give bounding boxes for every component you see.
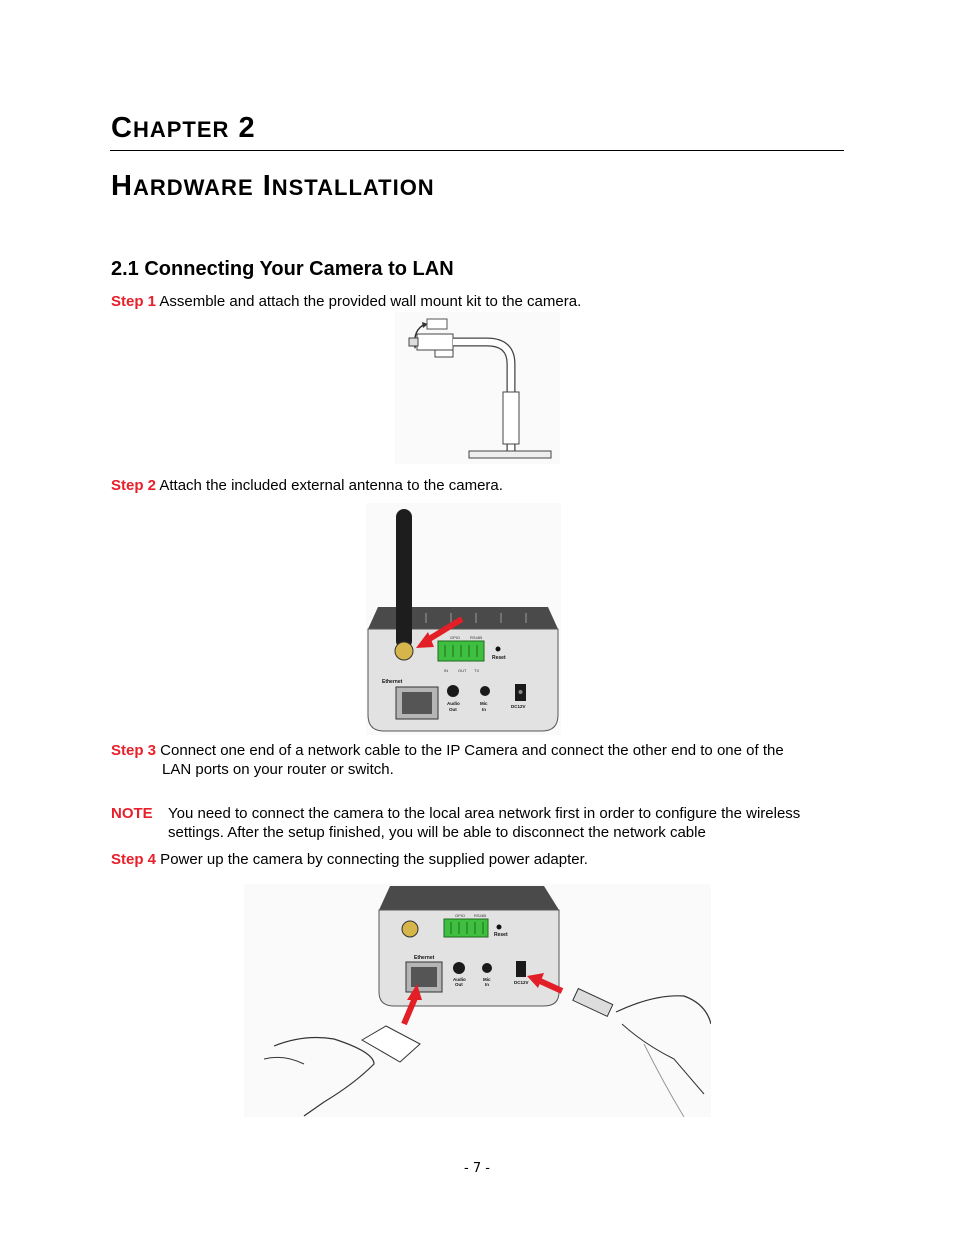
dc12v-label-2: DC12V bbox=[514, 980, 529, 985]
chapter-divider bbox=[110, 150, 844, 151]
audio-out-label-4: Out bbox=[455, 982, 463, 987]
reset-label: Reset bbox=[492, 655, 506, 661]
chapter-title: HARDWARE INSTALLATION bbox=[111, 170, 435, 202]
dc12v-label: DC12V bbox=[511, 704, 526, 709]
gpio-label-2: GPIO bbox=[455, 913, 466, 918]
step-2: Step 2 Attach the included external antenna to the camera. bbox=[111, 477, 503, 494]
audio-out-label: Audio bbox=[447, 701, 460, 706]
ethernet-label-2: Ethernet bbox=[414, 955, 435, 961]
section-heading: 2.1 Connecting Your Camera to LAN bbox=[111, 258, 454, 280]
note-text-line1: You need to connect the camera to the local area network first in order to configure the wireless bbox=[168, 805, 801, 822]
audio-out-label-3: Audio bbox=[453, 977, 466, 982]
mic-in-label: In bbox=[482, 707, 486, 712]
audio-out-label-2: Out bbox=[449, 707, 457, 712]
reset-label-2: Reset bbox=[494, 932, 508, 938]
mic-label: Mic bbox=[480, 701, 488, 706]
step-3-continued: LAN ports on your router or switch. bbox=[162, 761, 394, 778]
gpio-label: GPIO bbox=[450, 635, 461, 640]
step-1: Step 1 Assemble and attach the provided wall mount kit to the camera. bbox=[111, 293, 582, 310]
step-4: Step 4 Power up the camera by connecting the supplied power adapter. bbox=[111, 851, 588, 868]
camera-antenna-illustration bbox=[366, 503, 561, 735]
rs485-label-2: RS485 bbox=[474, 913, 487, 918]
chapter-heading: CHAPTER 2 bbox=[111, 112, 256, 144]
mic-in-label-2: In bbox=[485, 982, 489, 987]
wall-mount-illustration bbox=[395, 312, 560, 464]
step-3: Step 3 Connect one end of a network cable to the IP Camera and connect the other end to one of the bbox=[111, 742, 784, 759]
io-tx-label: TX bbox=[474, 668, 480, 673]
ethernet-label: Ethernet bbox=[382, 679, 403, 685]
io-in-label: IN bbox=[444, 668, 448, 673]
camera-cables-illustration bbox=[244, 884, 711, 1117]
note: NOTE bbox=[111, 805, 153, 822]
mic-label-2: Mic bbox=[483, 977, 491, 982]
rs485-label: RS485 bbox=[470, 635, 483, 640]
io-out-label: OUT bbox=[458, 668, 467, 673]
note-text-line2: settings. After the setup finished, you will be able to disconnect the network cable bbox=[168, 824, 706, 841]
page-number: - 7 - bbox=[464, 1161, 490, 1176]
